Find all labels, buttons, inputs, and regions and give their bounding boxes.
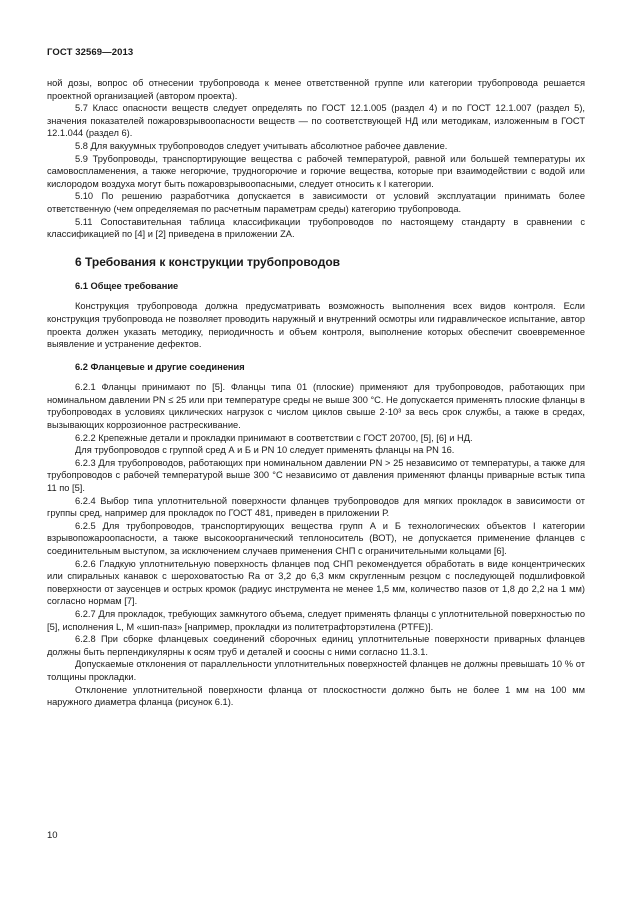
subsection-title-6-1: 6.1 Общее требование [75, 280, 179, 291]
paragraph-6-2-1: 6.2.1 Фланцы принимают по [5]. Фланцы типа 01 (плоские) применяют для трубопроводов, работающих при номинальном давлении PN ≤ 25 или при температуре среды не выше 300 °С. Не допускается применять плоские фланцы в трубопроводах в условиях циклических нагрузок с числом циклов свыше 2·10³ за весь срок службы, а также в средах, вызывающих коррозионное растрескивание. [47, 382, 585, 431]
paragraph-6-2-5: 6.2.5 Для трубопроводов, транспортирующих вещества групп А и Б технологических объектов I категории взрывопожароопасности, а также высокоорганический теплоноситель (ВОТ), не допускается применение фланцев с соединительным выступом, за исключением случаев применения СНП с ограничительными кольцами [6]. [47, 520, 585, 556]
paragraph-6-2-7: 6.2.7 Для прокладок, требующих замкнутого объема, следует применять фланцы с уплотнительной поверхностью по [5], исполнения L, M «шип-паз» [например, прокладки из политетрафторэтилена (PTFE)]. [47, 608, 585, 632]
paragraph: ной дозы, вопрос об отнесении трубопровода к менее ответственной группе или категории трубопровода решается проектной организацией (автором проекта). [47, 78, 585, 101]
document-page [47, 0, 585, 913]
document-header: ГОСТ 32569—2013 [47, 47, 134, 58]
paragraph-6-2-4: 6.2.4 Выбор типа уплотнительной поверхности фланцев трубопроводов для мягких прокладок в зависимости от группы сред, например для прокладок по ГОСТ 481, приведен в приложении Р. [47, 495, 585, 519]
paragraph-5-11: 5.11 Сопоставительная таблица классификации трубопроводов по настоящему стандарту в сравнении с классификацией по [4] и [2] приведена в приложении ZA. [47, 216, 585, 240]
paragraph-5-9: 5.9 Трубопроводы, транспортирующие вещества с рабочей температурой, равной или большей температуры их самовоспламенения, а также негорючие, трудногорючие и горючие вещества, которые при взаимодействии с водой или кислородом воздуха могут быть пожаровзрывоопасными, следует относить к I категории. [47, 153, 585, 189]
paragraph-6-2-8-c: Отклонение уплотнительной поверхности фланца от плоскостности должно быть не более 1 мм на 100 мм наружного диаметра фланца (рисунок 6.1). [47, 684, 585, 708]
section-title-6: 6 Требования к конструкции трубопроводов [75, 254, 341, 269]
paragraph-6-2-8: 6.2.8 При сборке фланцевых соединений сборочных единиц уплотнительные поверхности приварных фланцев должны быть перпендикулярны к осям труб и деталей и соосны с ними согласно 11.3.1. [47, 634, 585, 657]
page-number: 10 [47, 830, 58, 841]
subsection-title-6-2: 6.2 Фланцевые и другие соединения [75, 361, 245, 372]
paragraph-6-2-2: 6.2.2 Крепежные детали и прокладки принимают в соответствии с ГОСТ 20700, [5], [6] и НД. [75, 432, 473, 443]
paragraph-5-10: 5.10 По решению разработчика допускается в зависимости от условий эксплуатации принимать более ответственную (чем определяемая по расчетным параметрам среды) категорию трубопровода. [47, 191, 585, 214]
paragraph-6-2-2-b: Для трубопроводов с группой сред А и Б и PN 10 следует применять фланцы на PN 16. [75, 445, 455, 456]
paragraph-6-2-3: 6.2.3 Для трубопроводов, работающих при номинальном давлении PN > 25 независимо от температуры, а также для трубопроводов с рабочей температурой выше 300 °С независимо от давления применяют фланцы приварные встык типа 11 по [5]. [47, 457, 585, 494]
document-body [47, 77, 585, 709]
paragraph-6-2-6: 6.2.6 Гладкую уплотнительную поверхность фланцев под СНП рекомендуется обработать в виде концентрических или спиральных канавок с шероховатостью Ra от 3,2 до 6,3 мкм скругленным резцом с последующей подшлифовкой поверхности от заусенцев и острых кромок (радиус инструмента не менее 1,5 мм, количество пазов от 1,8 до 2,2 на 1 мм) согласно нормам [7]. [47, 558, 585, 607]
paragraph-6-1: Конструкция трубопровода должна предусматривать возможность выполнения всех видов контроля. Если конструкция трубопровода не позволяет проводить наружный и внутренний осмотры или гидравлическое испытание, автор проекта должен указать методику, периодичность и объем контроля, выполнение которых обеспечит своевременное выявление и устранение дефектов. [47, 301, 585, 350]
paragraph-5-8: 5.8 Для вакуумных трубопроводов следует учитывать абсолютное рабочее давление. [75, 140, 448, 151]
paragraph-5-7: 5.7 Класс опасности веществ следует определять по ГОСТ 12.1.005 (раздел 4) и по ГОСТ 12.1.007 (раздел 5), значения показателей пожаровзрывоопасности веществ — по соответствующей НД или методикам, изложенным в ГОСТ 12.1.044 (раздел 6). [47, 103, 585, 139]
paragraph-6-2-8-b: Допускаемые отклонения от параллельности уплотнительных поверхностей фланцев не должны превышать 10 % от толщины прокладки. [47, 659, 585, 682]
